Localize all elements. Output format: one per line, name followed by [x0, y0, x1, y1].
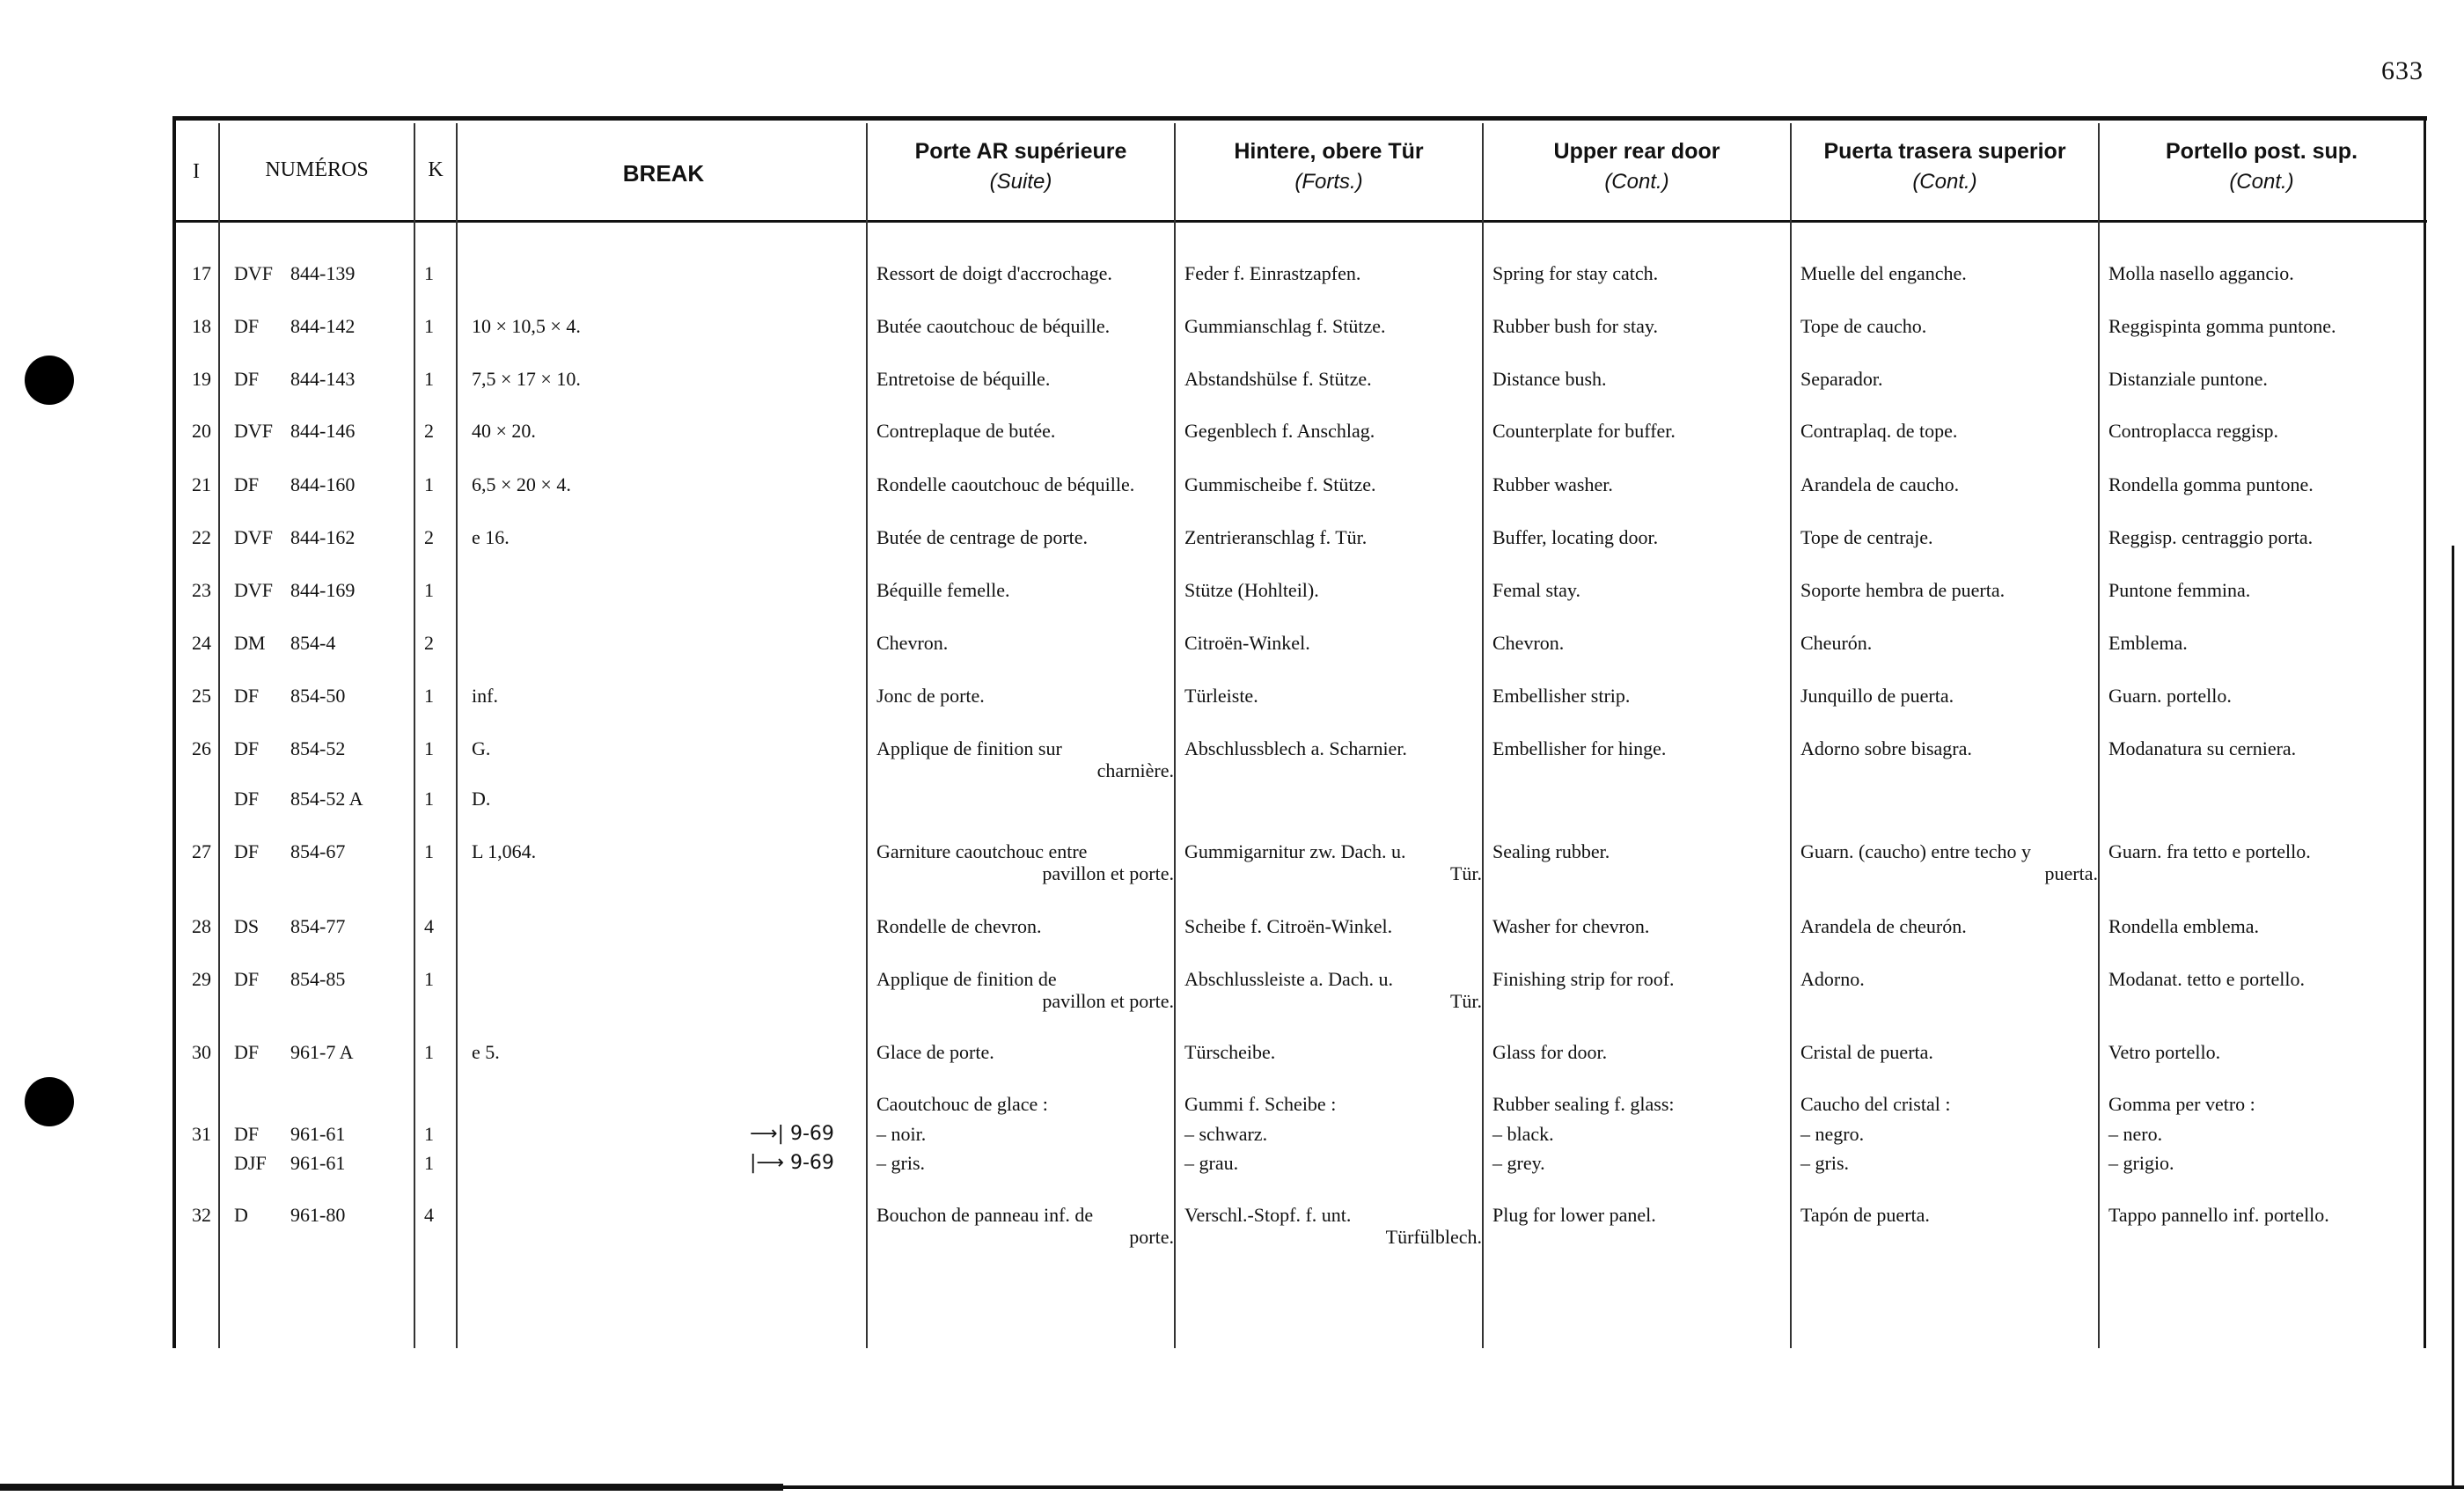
part-prefix: DM — [234, 632, 266, 654]
spanish-description — [1800, 473, 2098, 495]
table-right-border — [2424, 116, 2426, 1348]
part-number: 844-142 — [290, 315, 356, 337]
english-description: Buffer, locating door. — [1492, 526, 1659, 548]
italian-description: Reggispinta gomma puntone. — [2108, 315, 2336, 337]
german-description — [1184, 473, 1482, 495]
part-number: 854-52 A — [290, 788, 363, 810]
column-divider — [414, 123, 415, 1348]
break-spec: e 16. — [472, 526, 510, 548]
spanish-description-line: Tope de caucho. — [1800, 315, 1927, 337]
part-number: 854-50 — [290, 685, 346, 707]
english-description: Embellisher strip. — [1492, 685, 1631, 707]
german-description — [1184, 632, 1482, 654]
header-english-sub: (Cont.) — [1604, 170, 1669, 194]
french-description — [876, 473, 1174, 495]
french-description — [876, 420, 1174, 442]
part-prefix: DF — [234, 473, 260, 495]
german-description: – grau. — [1184, 1152, 1239, 1174]
italian-description: Guarn. portello. — [2108, 685, 2232, 707]
part-number: 961-61 — [290, 1123, 346, 1145]
spanish-description-line: Adorno. — [1800, 968, 1865, 990]
french-description-line: charnière. — [1096, 759, 1174, 781]
quantity-k: 4 — [424, 1204, 434, 1226]
english-description: Glass for door. — [1492, 1041, 1608, 1063]
break-spec: e 5. — [472, 1041, 500, 1063]
spanish-description-line: Contraplaq. de tope. — [1800, 420, 1958, 442]
french-description-line: Butée de centrage de porte. — [876, 526, 1089, 548]
table-top-border — [172, 116, 2427, 121]
german-description-line: Gummischeibe f. Stütze. — [1184, 473, 1376, 495]
column-divider — [456, 123, 458, 1348]
french-description — [876, 368, 1174, 390]
spanish-description — [1800, 368, 2098, 390]
german-description-line: Gummigarnitur zw. Dach. u. — [1184, 840, 1406, 862]
quantity-k: 1 — [424, 685, 434, 707]
row-index: 29 — [192, 968, 211, 990]
german-description — [1184, 420, 1482, 442]
row-index: 30 — [192, 1041, 211, 1063]
german-description-line: Abschlussblech a. Scharnier. — [1184, 737, 1407, 759]
part-prefix: DS — [234, 915, 260, 937]
french-description: – gris. — [876, 1152, 925, 1174]
break-spec: 7,5 × 17 × 10. — [472, 368, 581, 390]
header-k: K — [428, 158, 444, 181]
quantity-k: 1 — [424, 579, 434, 601]
german-description — [1184, 526, 1482, 548]
row-index: 26 — [192, 737, 211, 759]
english-description: Femal stay. — [1492, 579, 1580, 601]
part-number: 844-143 — [290, 368, 356, 390]
german-description-line: Gummianschlag f. Stütze. — [1184, 315, 1386, 337]
quantity-k: 1 — [424, 788, 434, 810]
german-description-line: Tür. — [1449, 862, 1482, 884]
german-description — [1184, 737, 1482, 759]
english-description: Rubber bush for stay. — [1492, 315, 1658, 337]
punch-hole — [25, 1077, 74, 1126]
break-spec: inf. — [472, 685, 498, 707]
french-description: – noir. — [876, 1123, 927, 1145]
spanish-group-heading: Caucho del cristal : — [1800, 1093, 1951, 1115]
french-description-line: Applique de finition sur — [876, 737, 1062, 759]
german-description-line: Feder f. Einrastzapfen. — [1184, 262, 1361, 284]
french-description-line: Garniture caoutchouc entre — [876, 840, 1088, 862]
quantity-k: 2 — [424, 632, 434, 654]
quantity-k: 2 — [424, 526, 434, 548]
german-description-line: Stütze (Hohlteil). — [1184, 579, 1319, 601]
french-description — [876, 262, 1174, 284]
english-description: Spring for stay catch. — [1492, 262, 1659, 284]
italian-description: Rondella emblema. — [2108, 915, 2260, 937]
part-prefix: D — [234, 1204, 248, 1226]
german-description-line: Tür. — [1449, 990, 1482, 1012]
spanish-description-line: Cheurón. — [1800, 632, 1873, 654]
header-german-sub: (Forts.) — [1294, 170, 1363, 194]
row-index: 19 — [192, 368, 211, 390]
italian-description: Rondella gomma puntone. — [2108, 473, 2314, 495]
column-divider — [2098, 123, 2100, 1348]
spanish-description — [1800, 737, 2098, 759]
french-description-line: Chevron. — [876, 632, 949, 654]
french-description-line: pavillon et porte. — [1042, 990, 1174, 1012]
quantity-k: 1 — [424, 1123, 434, 1145]
german-description: – schwarz. — [1184, 1123, 1268, 1145]
spanish-description-line: Arandela de cheurón. — [1800, 915, 1967, 937]
spanish-description — [1800, 1041, 2098, 1063]
row-index: 22 — [192, 526, 211, 548]
table-left-border — [172, 116, 176, 1348]
english-description: Chevron. — [1492, 632, 1565, 654]
german-description — [1184, 262, 1482, 284]
spanish-description — [1800, 315, 2098, 337]
italian-description: – grigio. — [2108, 1152, 2174, 1174]
italian-description: Distanziale puntone. — [2108, 368, 2268, 390]
column-divider — [218, 123, 220, 1348]
german-description-line: Zentrieranschlag f. Tür. — [1184, 526, 1368, 548]
quantity-k: 1 — [424, 368, 434, 390]
column-divider — [1174, 123, 1176, 1348]
spanish-description-line: Adorno sobre bisagra. — [1800, 737, 1972, 759]
header-italian-sub: (Cont.) — [2229, 170, 2294, 194]
english-description: Rubber washer. — [1492, 473, 1613, 495]
english-description: Distance bush. — [1492, 368, 1607, 390]
italian-group-heading: Gomma per vetro : — [2108, 1093, 2255, 1115]
german-description — [1184, 840, 1482, 884]
spanish-description-line: puerta. — [2044, 862, 2098, 884]
italian-description: – nero. — [2108, 1123, 2163, 1145]
spanish-description — [1800, 632, 2098, 654]
german-description-line: Türfülblech. — [1385, 1226, 1482, 1248]
spanish-description: – gris. — [1800, 1152, 1849, 1174]
german-description-line: Türleiste. — [1184, 685, 1258, 707]
spanish-description-line: Guarn. (caucho) entre techo y — [1800, 840, 2032, 862]
part-number: 844-169 — [290, 579, 356, 601]
part-prefix: DF — [234, 315, 260, 337]
french-description — [876, 968, 1174, 1012]
row-index: 27 — [192, 840, 211, 862]
header-break: BREAK — [622, 160, 705, 187]
french-description-line: Butée caoutchouc de béquille. — [876, 315, 1111, 337]
english-description: – black. — [1492, 1123, 1554, 1145]
spanish-description-line: Separador. — [1800, 368, 1883, 390]
english-description: Washer for chevron. — [1492, 915, 1650, 937]
part-number: 961-80 — [290, 1204, 346, 1226]
spanish-description-line: Arandela de caucho. — [1800, 473, 1960, 495]
italian-description: Molla nasello aggancio. — [2108, 262, 2294, 284]
spanish-description-line: Tope de centraje. — [1800, 526, 1933, 548]
page-edge-line — [2452, 546, 2454, 1487]
part-number: 854-67 — [290, 840, 346, 862]
french-description-line: Applique de finition de — [876, 968, 1057, 990]
french-description — [876, 737, 1174, 781]
part-prefix: DF — [234, 1041, 260, 1063]
german-description — [1184, 315, 1482, 337]
spanish-description-line: Cristal de puerta. — [1800, 1041, 1933, 1063]
quantity-k: 1 — [424, 1041, 434, 1063]
spanish-description — [1800, 915, 2098, 937]
french-description-line: Glace de porte. — [876, 1041, 994, 1063]
quantity-k: 1 — [424, 262, 434, 284]
italian-description: Modanatura su cerniera. — [2108, 737, 2297, 759]
header-english-title: Upper rear door — [1553, 139, 1720, 164]
header-german — [1176, 139, 1482, 194]
break-spec: D. — [472, 788, 491, 810]
header-italian — [2100, 139, 2424, 194]
italian-description: Reggisp. centraggio porta. — [2108, 526, 2314, 548]
german-description-line: Abstandshülse f. Stütze. — [1184, 368, 1372, 390]
column-divider — [866, 123, 868, 1348]
part-prefix: DF — [234, 840, 260, 862]
english-description: Counterplate for buffer. — [1492, 420, 1676, 442]
italian-description: Vetro portello. — [2108, 1041, 2221, 1063]
french-group-heading: Caoutchouc de glace : — [876, 1093, 1048, 1115]
french-description — [876, 915, 1174, 937]
row-index: 23 — [192, 579, 211, 601]
part-number: 961-7 A — [290, 1041, 354, 1063]
italian-description: Tappo pannello inf. portello. — [2108, 1204, 2329, 1226]
column-divider — [1790, 123, 1792, 1348]
row-index: 21 — [192, 473, 211, 495]
french-description — [876, 685, 1174, 707]
part-prefix: DF — [234, 368, 260, 390]
french-description-line: Jonc de porte. — [876, 685, 985, 707]
date-arrow-label: ⟶| 9-69 — [750, 1123, 834, 1145]
english-description: – grey. — [1492, 1152, 1545, 1174]
quantity-k: 1 — [424, 968, 434, 990]
part-prefix: DVF — [234, 526, 274, 548]
german-description — [1184, 685, 1482, 707]
german-description — [1184, 368, 1482, 390]
spanish-description-line: Junquillo de puerta. — [1800, 685, 1954, 707]
spanish-description — [1800, 262, 2098, 284]
german-description-line: Scheibe f. Citroën-Winkel. — [1184, 915, 1393, 937]
italian-description: Puntone femmina. — [2108, 579, 2251, 601]
quantity-k: 1 — [424, 1152, 434, 1174]
german-description-line: Verschl.-Stopf. f. unt. — [1184, 1204, 1352, 1226]
part-number: 854-85 — [290, 968, 346, 990]
row-index: 31 — [192, 1123, 211, 1145]
french-description-line: Contreplaque de butée. — [876, 420, 1056, 442]
spanish-description — [1800, 579, 2098, 601]
page-number: 633 — [2381, 56, 2424, 85]
part-number: 844-162 — [290, 526, 356, 548]
header-german-title: Hintere, obere Tür — [1234, 139, 1424, 164]
spanish-description — [1800, 420, 2098, 442]
row-index: 28 — [192, 915, 211, 937]
quantity-k: 2 — [424, 420, 434, 442]
french-description-line: Rondelle caoutchouc de béquille. — [876, 473, 1135, 495]
part-number: 854-52 — [290, 737, 346, 759]
header-numbers: NUMÉROS — [265, 158, 369, 181]
column-divider — [1482, 123, 1484, 1348]
part-prefix: DJF — [234, 1152, 267, 1174]
header-spanish — [1792, 139, 2098, 194]
spanish-description: – negro. — [1800, 1123, 1865, 1145]
french-description-line: pavillon et porte. — [1042, 862, 1174, 884]
header-french — [868, 139, 1174, 194]
french-description-line: Béquille femelle. — [876, 579, 1010, 601]
quantity-k: 1 — [424, 315, 434, 337]
german-description-line: Abschlussleiste a. Dach. u. — [1184, 968, 1394, 990]
break-spec: 10 × 10,5 × 4. — [472, 315, 581, 337]
break-spec: L 1,064. — [472, 840, 537, 862]
spanish-description — [1800, 526, 2098, 548]
german-description — [1184, 915, 1482, 937]
french-description-line: Rondelle de chevron. — [876, 915, 1042, 937]
german-description-line: Türscheibe. — [1184, 1041, 1276, 1063]
header-rule — [172, 220, 2427, 223]
row-index: 18 — [192, 315, 211, 337]
break-spec: 40 × 20. — [472, 420, 536, 442]
break-spec: 6,5 × 20 × 4. — [472, 473, 571, 495]
row-index: 20 — [192, 420, 211, 442]
spanish-description — [1800, 685, 2098, 707]
french-description — [876, 1041, 1174, 1063]
english-description: Plug for lower panel. — [1492, 1204, 1656, 1226]
french-description-line: Bouchon de panneau inf. de — [876, 1204, 1094, 1226]
header-spanish-title: Puerta trasera superior — [1823, 139, 2066, 164]
part-prefix: DVF — [234, 420, 274, 442]
german-description — [1184, 1204, 1482, 1248]
german-description — [1184, 1041, 1482, 1063]
break-spec: G. — [472, 737, 491, 759]
quantity-k: 1 — [424, 840, 434, 862]
french-description — [876, 315, 1174, 337]
header-french-sub: (Suite) — [989, 170, 1052, 194]
french-description — [876, 632, 1174, 654]
italian-description: Emblema. — [2108, 632, 2188, 654]
row-index: 32 — [192, 1204, 211, 1226]
french-description-line: Entretoise de béquille. — [876, 368, 1051, 390]
german-description-line: Gegenblech f. Anschlag. — [1184, 420, 1375, 442]
french-description — [876, 1204, 1174, 1248]
part-number: 854-77 — [290, 915, 346, 937]
english-description: Sealing rubber. — [1492, 840, 1610, 862]
french-description-line: Ressort de doigt d'accrochage. — [876, 262, 1112, 284]
row-index: 17 — [192, 262, 211, 284]
spanish-description — [1800, 968, 2098, 990]
french-description — [876, 579, 1174, 601]
part-number: 844-139 — [290, 262, 356, 284]
french-description-line: porte. — [1129, 1226, 1174, 1248]
header-index: I — [193, 160, 200, 183]
spanish-description-line: Muelle del enganche. — [1800, 262, 1967, 284]
english-description: Finishing strip for roof. — [1492, 968, 1675, 990]
english-group-heading: Rubber sealing f. glass: — [1492, 1093, 1675, 1115]
english-description: Embellisher for hinge. — [1492, 737, 1667, 759]
header-italian-title: Portello post. sup. — [2165, 139, 2358, 164]
quantity-k: 1 — [424, 737, 434, 759]
italian-description: Controplacca reggisp. — [2108, 420, 2279, 442]
part-prefix: DF — [234, 968, 260, 990]
part-number: 854-4 — [290, 632, 336, 654]
quantity-k: 4 — [424, 915, 434, 937]
part-number: 844-160 — [290, 473, 356, 495]
part-prefix: DF — [234, 1123, 260, 1145]
italian-description: Guarn. fra tetto e portello. — [2108, 840, 2311, 862]
spanish-description-line: Soporte hembra de puerta. — [1800, 579, 2006, 601]
italian-description: Modanat. tetto e portello. — [2108, 968, 2305, 990]
part-number: 844-146 — [290, 420, 356, 442]
german-group-heading: Gummi f. Scheibe : — [1184, 1093, 1337, 1115]
header-spanish-sub: (Cont.) — [1912, 170, 1977, 194]
german-description — [1184, 579, 1482, 601]
part-number: 961-61 — [290, 1152, 346, 1174]
french-description — [876, 526, 1174, 548]
german-description-line: Citroën-Winkel. — [1184, 632, 1310, 654]
spanish-description: Tapón de puerta. — [1800, 1204, 1930, 1226]
row-index: 25 — [192, 685, 211, 707]
german-description — [1184, 968, 1482, 1012]
page-bottom-thick-line — [0, 1484, 783, 1491]
part-prefix: DVF — [234, 262, 274, 284]
header-french-title: Porte AR supérieure — [914, 139, 1127, 164]
french-description — [876, 840, 1174, 884]
part-prefix: DF — [234, 685, 260, 707]
part-prefix: DF — [234, 788, 260, 810]
part-prefix: DF — [234, 737, 260, 759]
row-index: 24 — [192, 632, 211, 654]
header-english — [1484, 139, 1790, 194]
date-arrow-label: |⟶ 9-69 — [750, 1152, 834, 1174]
part-prefix: DVF — [234, 579, 274, 601]
spanish-description — [1800, 840, 2098, 884]
punch-hole — [25, 356, 74, 405]
quantity-k: 1 — [424, 473, 434, 495]
